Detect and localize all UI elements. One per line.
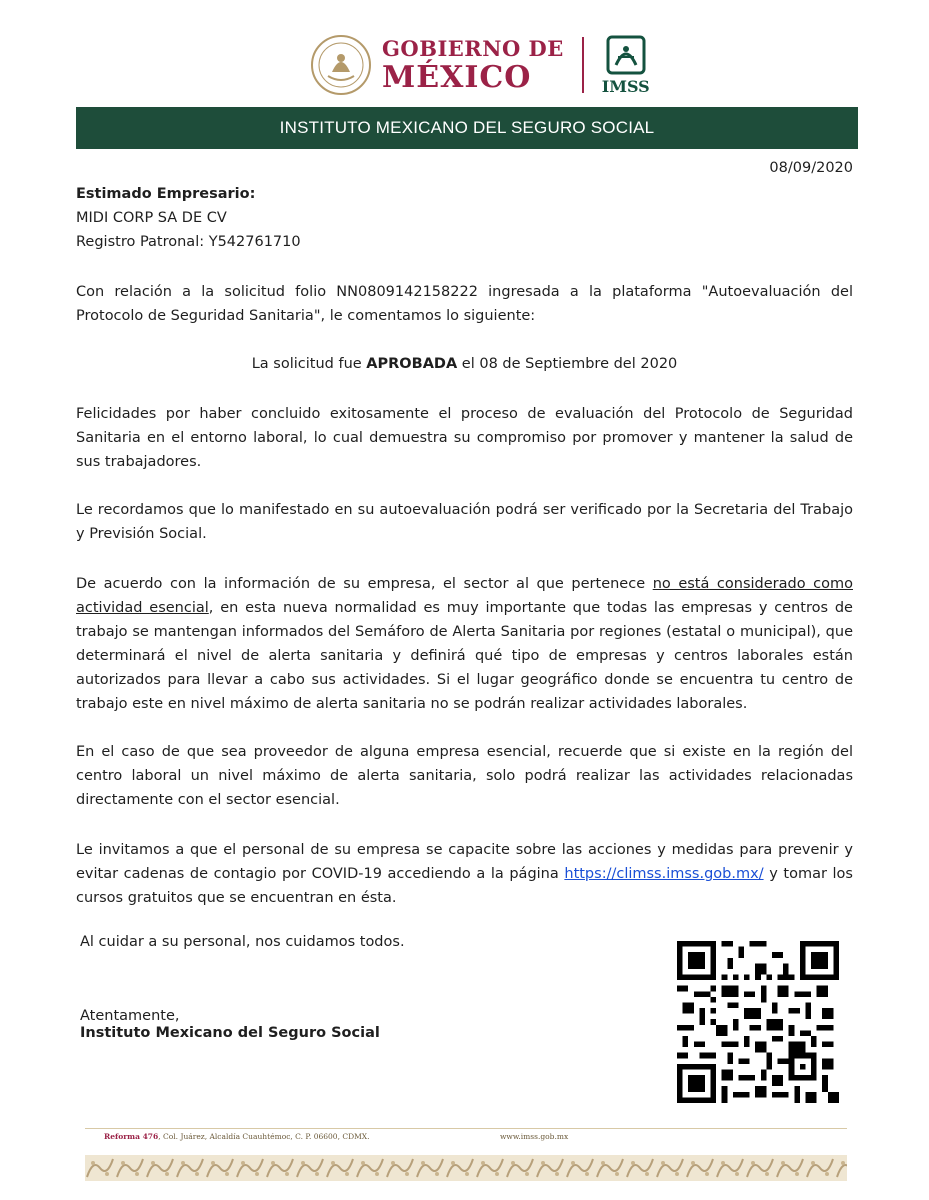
closing-line: Al cuidar a su personal, nos cuidamos todos. [80, 934, 405, 950]
p6-pre: Le invitamos a que el personal de su empresa se capacite sobre las acciones y medidas para prevenir y evitar cadenas de contagio por COVID-19 accediendo a la página [76, 842, 853, 882]
footer-website: www.imss.gob.mx [500, 1132, 569, 1141]
p6-post: y tomar los cursos gratuitos que se encuentran en ésta. [76, 866, 853, 906]
decorative-border-pattern [85, 1155, 847, 1181]
gob-line1: GOBIERNO DE [382, 35, 564, 61]
institution-banner: INSTITUTO MEXICANO DEL SEGURO SOCIAL [76, 107, 858, 149]
signoff [80, 1008, 380, 1042]
footer-address-street: Reforma 476 [104, 1132, 159, 1141]
imss-logo [602, 35, 650, 96]
footer-divider [85, 1128, 847, 1129]
imss-label: IMSS [601, 76, 650, 96]
climss-link[interactable]: https://climss.imss.gob.mx/ [564, 866, 764, 882]
status-post: el 08 de Septiembre del 2020 [457, 356, 678, 372]
qr-code [677, 941, 839, 1103]
p4-pre: De acuerdo con la información de su empresa, el sector al que pertenece [76, 576, 653, 592]
header-logos [310, 30, 650, 100]
paragraph-supplier: En el caso de que sea proveedor de alguna empresa esencial, recuerde que si existe en la región del centro laboral un nivel máximo de alerta sanitaria, solo podrá realizar las actividades relacionadas directamente con el sector esencial. [76, 744, 853, 808]
gobierno-mexico-logo [382, 35, 564, 95]
p4-post: , en esta nueva normalidad es muy importante que todas las empresas y centros de trabajo se mantengan informados del Semáforo de Alerta Sanitaria por regiones (estatal o municipal), que determinará el nivel de alerta sanitaria y definirá qué tipo de empresas y centros laborales están autorizados para llevar a cabo sus actividades. Si el lugar geográfico donde se encuentra tu centro de trabajo este en nivel máximo de alerta sanitaria no se podrán realizar actividades laborales. [76, 600, 853, 712]
footer-address-rest: , Col. Juárez, Alcaldía Cuauhtémoc, C. P. 06600, CDMX. [158, 1132, 370, 1141]
recipient-block [76, 182, 853, 254]
paragraph-training [76, 838, 853, 910]
mexico-seal-icon [310, 34, 372, 96]
greeting: Estimado Empresario: [76, 186, 256, 202]
signoff-org: Instituto Mexicano del Seguro Social [80, 1025, 380, 1041]
paragraph-sector [76, 572, 853, 716]
status-approved: APROBADA [366, 356, 458, 372]
atentamente: Atentamente, [80, 1008, 180, 1024]
paragraph-reminder: Le recordamos que lo manifestado en su autoevaluación podrá ser verificado por la Secretaria del Trabajo y Previsión Social. [76, 502, 853, 542]
imss-eagle-icon [606, 35, 646, 75]
status-pre: La solicitud fue [251, 356, 367, 372]
non-essential-notice: no está considerado como actividad esencial [76, 576, 853, 616]
paragraph-congratulations: Felicidades por haber concluido exitosamente el proceso de evaluación del Protocolo de Seguridad Sanitaria en el entorno laboral, lo cual demuestra su compromiso por promover y mantener la salud de sus trabajadores. [76, 406, 853, 470]
letter-date: 08/09/2020 [769, 160, 853, 176]
footer-address [104, 1132, 370, 1141]
approval-status [76, 352, 853, 376]
company-name: MIDI CORP SA DE CV [76, 210, 227, 226]
logo-divider [582, 37, 584, 93]
gob-line2: MÉXICO [382, 59, 532, 95]
registro-patronal: Registro Patronal: Y542761710 [76, 234, 301, 250]
paragraph-folio: Con relación a la solicitud folio NN0809142158222 ingresada a la plataforma "Autoevaluación del Protocolo de Seguridad Sanitaria", le comentamos lo siguiente: [76, 284, 853, 324]
